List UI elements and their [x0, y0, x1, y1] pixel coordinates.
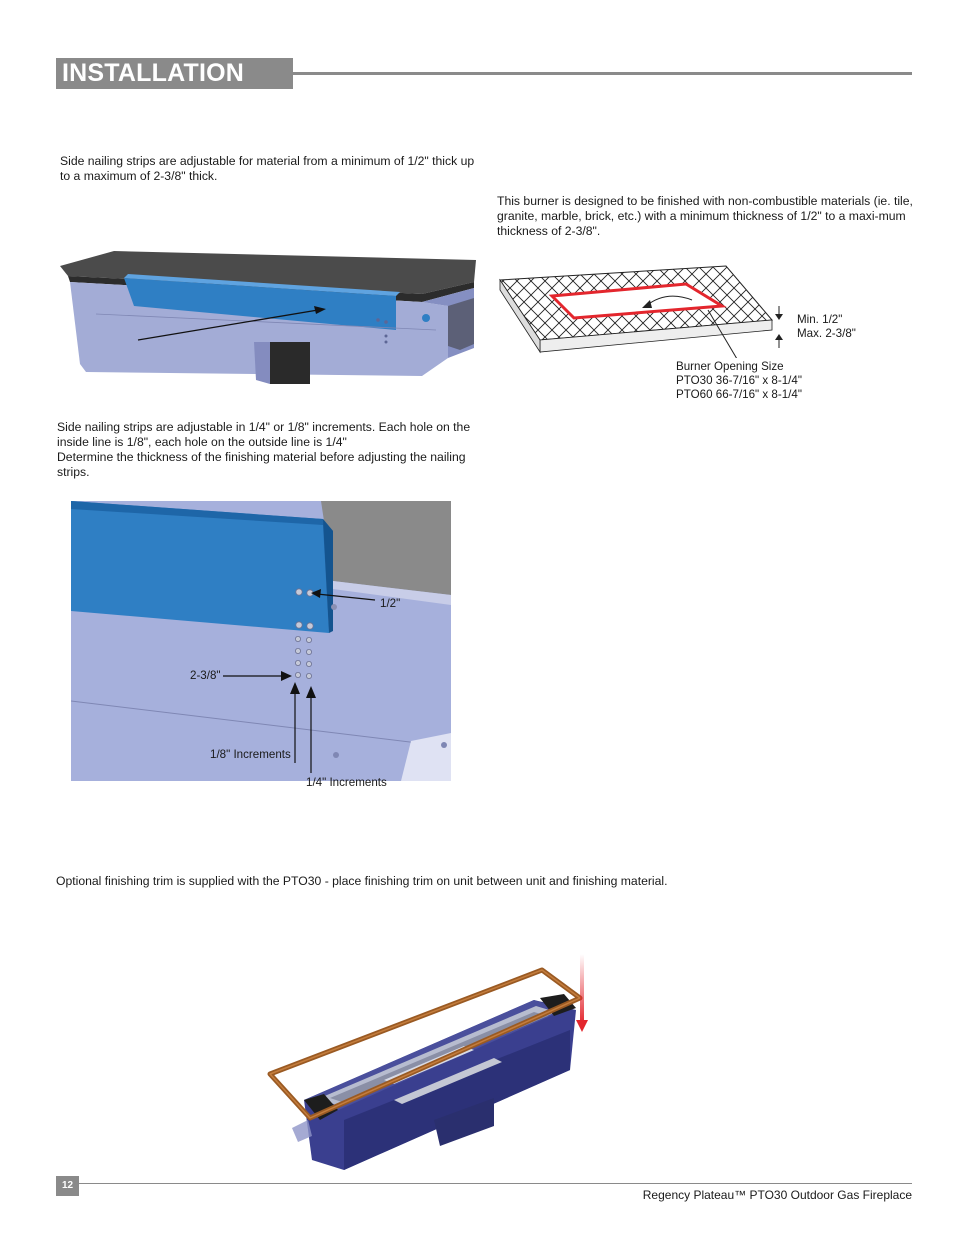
- burner-opening-figure: [496, 260, 786, 358]
- header-rule: [293, 72, 912, 75]
- burner-nailing-strip-figure: [56, 246, 480, 386]
- quarter-increments-label: 1/4" Increments: [306, 776, 387, 789]
- increments-text: Side nailing strips are adjustable in 1/4" or 1/8" increments. Each hole on the inside line is 1/8", each hole on the outside line is 1/4": [57, 420, 471, 449]
- page-number: 12: [56, 1176, 79, 1196]
- eighth-increments-label: 1/8" Increments: [210, 748, 291, 761]
- opening-size-pto60: PTO60 66-7/16" x 8-1/4": [676, 388, 802, 401]
- nailing-range-text: Side nailing strips are adjustable for material from a minimum of 1/2" thick up to a maximum of 2-3/8" thick.: [60, 154, 475, 183]
- finishing-trim-text: Optional finishing trim is supplied with the PTO30 - place finishing trim on unit between unit and finishing material.: [56, 874, 668, 888]
- min-thickness-label: Min. 1/2": [797, 313, 843, 326]
- section-header: [56, 58, 293, 89]
- footer-rule: [79, 1183, 912, 1184]
- opening-size-title: Burner Opening Size: [676, 360, 784, 373]
- noncombustible-text: This burner is designed to be finished with non-combustible materials (ie. tile, granite, marble, brick, etc.) with a minimum thickness of 1/2" to a maxi-mum thickness of 2-3/8".: [497, 194, 913, 238]
- max-thickness-label: Max. 2-3/8": [797, 327, 856, 340]
- finishing-trim-figure: [264, 950, 604, 1175]
- opening-size-pto30: PTO30 36-7/16" x 8-1/4": [676, 374, 802, 387]
- footer-doc-title: Regency Plateau™ PTO30 Outdoor Gas Fireplace: [642, 1188, 912, 1202]
- two-three-eighths-label: 2-3/8": [190, 669, 221, 682]
- half-inch-label: 1/2": [380, 597, 401, 610]
- section-title: INSTALLATION: [62, 59, 245, 87]
- determine-thickness-text: Determine the thickness of the finishing material before adjusting the nailing strips.: [57, 450, 466, 479]
- nailing-strip-closeup-figure: [71, 501, 451, 781]
